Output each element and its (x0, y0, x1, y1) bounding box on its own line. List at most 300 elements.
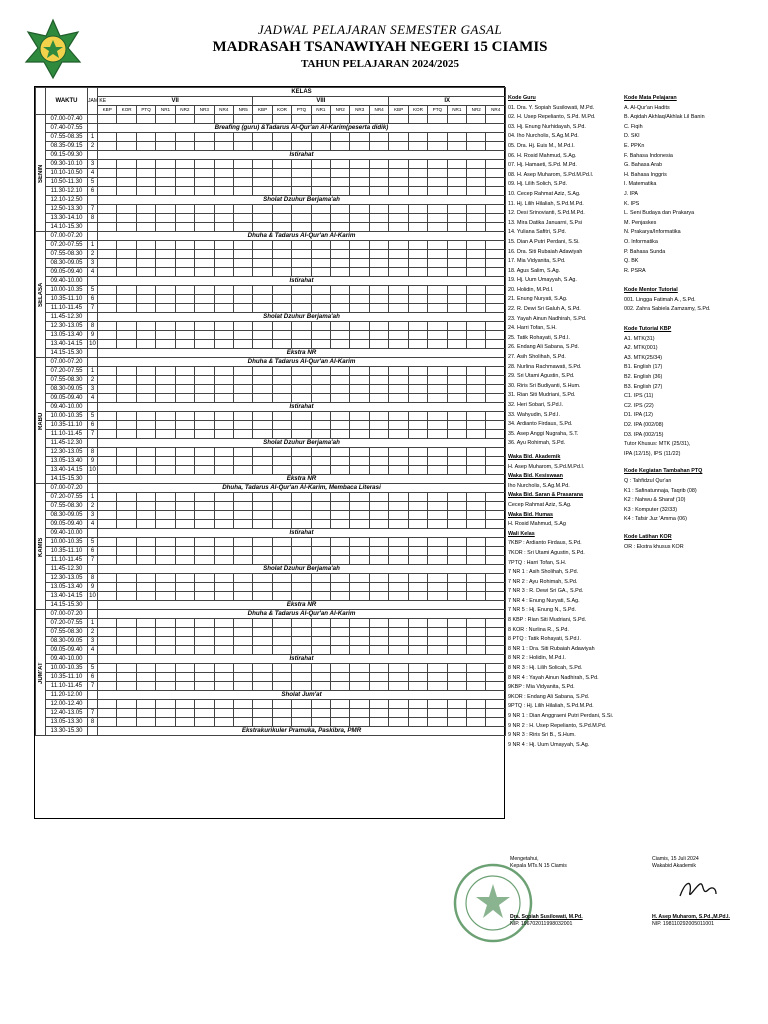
schedule-cell (311, 628, 330, 637)
schedule-cell (369, 268, 388, 277)
schedule-row (36, 727, 506, 736)
schedule-cell (408, 394, 427, 403)
activity-label: Istirahat (98, 277, 506, 286)
jam-ke: 10 (89, 467, 96, 473)
schedule-row (36, 196, 506, 205)
list-item: K4 : Tafsir Juz 'Amma (06) (624, 516, 687, 523)
schedule-cell (292, 700, 311, 709)
jam-ke: 5 (88, 664, 98, 673)
schedule-cell (428, 448, 447, 457)
schedule-cell (195, 421, 214, 430)
schedule-cell (156, 547, 175, 556)
time-slot: 10.50-11.30 (46, 178, 88, 187)
schedule-row (36, 367, 506, 376)
schedule-cell (136, 331, 155, 340)
list-item: 8 NR 2 : Holidin, M.Pd.I. (508, 655, 566, 662)
schedule-row (36, 205, 506, 214)
schedule-cell (331, 367, 350, 376)
schedule-row (36, 709, 506, 718)
schedule-cell (467, 133, 486, 142)
list-item: D. SKI (624, 133, 640, 140)
schedule-cell (292, 466, 311, 475)
schedule-cell (175, 493, 194, 502)
schedule-cell (408, 457, 427, 466)
schedule-cell (253, 142, 272, 151)
schedule-cell (272, 502, 291, 511)
list-item: 8 PTQ : Tatik Rohayati, S.Pd.I. (508, 636, 582, 643)
schedule-cell (117, 304, 136, 313)
list-item: 09. Hj. Lilih Solich, S.Pd. (508, 181, 568, 188)
class-col-header: PTQ (292, 106, 311, 115)
schedule-row (36, 223, 506, 232)
schedule-row (36, 682, 506, 691)
schedule-cell (369, 259, 388, 268)
schedule-cell (331, 394, 350, 403)
schedule-cell (272, 448, 291, 457)
schedule-cell (253, 412, 272, 421)
schedule-cell (175, 214, 194, 223)
schedule-cell (292, 322, 311, 331)
jam-ke (88, 124, 98, 133)
schedule-cell (408, 583, 427, 592)
schedule-cell (175, 115, 194, 124)
schedule-cell (233, 637, 252, 646)
schedule-cell (447, 502, 466, 511)
waka-sarana-title: Waka Bid. Saran & Prasarana (508, 492, 584, 499)
schedule-cell (389, 718, 408, 727)
schedule-cell (156, 205, 175, 214)
time-slot: 13.40-14.15 (46, 466, 88, 475)
schedule-cell (428, 421, 447, 430)
schedule-cell (156, 241, 175, 250)
schedule-cell (467, 583, 486, 592)
schedule-cell (350, 367, 369, 376)
schedule-cell (175, 574, 194, 583)
schedule-cell (175, 340, 194, 349)
schedule-cell (369, 133, 388, 142)
schedule-cell (331, 430, 350, 439)
schedule-cell (311, 700, 330, 709)
schedule-row (36, 358, 506, 367)
schedule-cell (311, 619, 330, 628)
schedule-cell (486, 421, 506, 430)
activity-label: Istirahat (98, 529, 506, 538)
jam-ke (88, 403, 98, 412)
schedule-cell (350, 133, 369, 142)
schedule-cell (311, 448, 330, 457)
schedule-cell (369, 592, 388, 601)
schedule-cell (156, 628, 175, 637)
schedule-cell (447, 223, 466, 232)
schedule-cell (175, 430, 194, 439)
schedule-cell (350, 466, 369, 475)
schedule-cell (233, 718, 252, 727)
list-item: 30. Riris Sri Budiyanti, S.Hum. (508, 382, 581, 389)
schedule-cell (117, 385, 136, 394)
schedule-cell (428, 412, 447, 421)
schedule-cell (253, 592, 272, 601)
time-slot: 11.10-11.45 (46, 304, 88, 313)
schedule-cell (389, 547, 408, 556)
schedule-cell (350, 286, 369, 295)
schedule-cell (98, 178, 117, 187)
schedule-cell (467, 718, 486, 727)
schedule-cell (428, 133, 447, 142)
list-item: B1. English (17) (624, 364, 663, 371)
class-col-header: NR4 (486, 106, 506, 115)
list-item: C1. IPS (11) (624, 393, 654, 400)
schedule-cell (195, 628, 214, 637)
schedule-cell (331, 178, 350, 187)
schedule-cell (408, 133, 427, 142)
list-item: 23. Yayah Ainun Nadhirah, S.Pd. (508, 315, 587, 322)
schedule-cell (156, 457, 175, 466)
schedule-cell (195, 376, 214, 385)
schedule-cell (136, 448, 155, 457)
list-item: 03. Hj. Enung Nurhidayah, S.Pd. (508, 123, 586, 130)
schedule-cell (136, 673, 155, 682)
list-item: 17. Mia Vidyanita, S.Pd. (508, 258, 566, 265)
schedule-cell (156, 394, 175, 403)
schedule-cell (253, 466, 272, 475)
list-item: 10. Cecep Rahmat Aziz, S.Ag. (508, 190, 581, 197)
schedule-cell (156, 340, 175, 349)
activity-label: Breafing (guru) &Tadarus Al-Qur'an Al-Karim(peserta didik) (98, 124, 506, 133)
time-slot: 07.55-08.30 (46, 628, 88, 637)
list-item: 18. Agus Salim, S.Ag. (508, 267, 561, 274)
schedule-cell (214, 646, 233, 655)
list-item: 14. Yuliana Safitri, S.Pd. (508, 229, 567, 236)
schedule-cell (311, 664, 330, 673)
schedule-cell (233, 178, 252, 187)
schedule-cell (350, 493, 369, 502)
schedule-cell (467, 205, 486, 214)
schedule-cell (369, 664, 388, 673)
jam-ke (88, 529, 98, 538)
schedule-cell (292, 583, 311, 592)
schedule-row (36, 268, 506, 277)
schedule-cell (408, 619, 427, 628)
schedule-cell (331, 205, 350, 214)
schedule-cell (272, 538, 291, 547)
schedule-cell (253, 574, 272, 583)
schedule-cell (389, 340, 408, 349)
time-slot: 11.45-12.30 (46, 439, 88, 448)
schedule-cell (292, 709, 311, 718)
schedule-cell (428, 322, 447, 331)
schedule-cell (233, 502, 252, 511)
list-item: B3. English (27) (624, 383, 663, 390)
schedule-cell (350, 583, 369, 592)
schedule-cell (175, 466, 194, 475)
schedule-row (36, 619, 506, 628)
schedule-cell (272, 574, 291, 583)
jam-ke: 5 (88, 178, 98, 187)
schedule-cell (175, 331, 194, 340)
schedule-cell (253, 304, 272, 313)
schedule-cell (136, 178, 155, 187)
schedule-cell (389, 214, 408, 223)
schedule-cell (350, 547, 369, 556)
jam-ke: 8 (88, 448, 98, 457)
schedule-cell (467, 394, 486, 403)
schedule-cell (175, 628, 194, 637)
schedule-row (36, 718, 506, 727)
schedule-cell (389, 304, 408, 313)
schedule-cell (428, 214, 447, 223)
class-col-header: KOR (272, 106, 291, 115)
schedule-cell (195, 583, 214, 592)
schedule-cell (486, 322, 506, 331)
schedule-cell (350, 394, 369, 403)
schedule-cell (117, 142, 136, 151)
schedule-cell (311, 169, 330, 178)
schedule-cell (350, 205, 369, 214)
schedule-cell (292, 304, 311, 313)
schedule-cell (195, 322, 214, 331)
schedule-cell (175, 448, 194, 457)
time-slot: 14.15-15.30 (46, 349, 88, 358)
list-item: 05. Dra. Hj. Euis M., M.Pd.I. (508, 142, 575, 149)
schedule-cell (195, 295, 214, 304)
schedule-cell (98, 628, 117, 637)
schedule-cell (408, 187, 427, 196)
time-slot: 07.00-07.20 (46, 610, 88, 619)
schedule-cell (311, 142, 330, 151)
schedule-cell (233, 223, 252, 232)
schedule-cell (233, 547, 252, 556)
time-slot: 10.35-11.10 (46, 673, 88, 682)
schedule-cell (214, 169, 233, 178)
schedule-cell (117, 394, 136, 403)
schedule-cell (408, 646, 427, 655)
schedule-cell (428, 511, 447, 520)
list-item: D2. IPA (002/08) (624, 422, 664, 428)
schedule-cell (486, 187, 506, 196)
schedule-cell (117, 376, 136, 385)
schedule-cell (156, 115, 175, 124)
schedule-cell (350, 664, 369, 673)
schedule-cell (175, 268, 194, 277)
schedule-cell (175, 583, 194, 592)
schedule-cell (447, 619, 466, 628)
schedule-cell (389, 412, 408, 421)
list-item: 02. H. Usep Repelianto, S.Pd. M.Pd. (508, 114, 596, 121)
schedule-cell (292, 619, 311, 628)
schedule-row (36, 565, 506, 574)
schedule-cell (486, 547, 506, 556)
schedule-cell (214, 637, 233, 646)
schedule-cell (428, 385, 447, 394)
schedule-row (36, 700, 506, 709)
schedule-cell (331, 160, 350, 169)
schedule-cell (175, 718, 194, 727)
tutorial-title: Kode Tutorial KBP (624, 326, 672, 333)
schedule-cell (136, 619, 155, 628)
schedule-row (36, 169, 506, 178)
schedule-cell (98, 331, 117, 340)
schedule-cell (292, 223, 311, 232)
activity-label: Sholat Dzuhur Berjama'ah (98, 196, 506, 205)
schedule-cell (350, 178, 369, 187)
schedule-cell (136, 322, 155, 331)
schedule-cell (136, 268, 155, 277)
list-item: 8 NR 1 : Dra. Siti Rubaiah Adawiyah (508, 645, 595, 652)
schedule-cell (272, 394, 291, 403)
schedule-cell (253, 367, 272, 376)
schedule-cell (389, 574, 408, 583)
schedule-cell (292, 160, 311, 169)
schedule-cell (428, 592, 447, 601)
list-item: 19. Hj. Uum Umayyah, S.Ag. (508, 277, 577, 284)
schedule-cell (331, 646, 350, 655)
schedule-cell (214, 493, 233, 502)
class-col-header: NR2 (467, 106, 486, 115)
schedule-cell (428, 259, 447, 268)
schedule-cell (408, 628, 427, 637)
schedule-cell (156, 259, 175, 268)
list-item: K2 : Nahwu & Sharaf (10) (624, 497, 686, 504)
waka-humas-title: Waka Bid. Humas (508, 511, 554, 518)
time-slot: 11.10-11.45 (46, 682, 88, 691)
schedule-cell (428, 142, 447, 151)
schedule-cell (253, 583, 272, 592)
activity-label: Dhuha & Tadarus Al-Qur'an Al-Karim (98, 358, 506, 367)
schedule-cell (331, 466, 350, 475)
schedule-cell (408, 592, 427, 601)
schedule-cell (389, 142, 408, 151)
schedule-cell (195, 115, 214, 124)
schedule-cell (253, 682, 272, 691)
schedule-cell (428, 394, 447, 403)
schedule-cell (447, 367, 466, 376)
list-item: 9KOR : Endang Ali Sabana, S.Pd. (508, 693, 590, 700)
schedule-cell (175, 619, 194, 628)
schedule-cell (311, 259, 330, 268)
schedule-cell (486, 412, 506, 421)
schedule-cell (253, 241, 272, 250)
schedule-cell (214, 115, 233, 124)
schedule-row (36, 457, 506, 466)
schedule-cell (389, 682, 408, 691)
sign-left-l1: Mengetahui, (510, 856, 539, 862)
schedule-cell (175, 502, 194, 511)
schedule-cell (195, 502, 214, 511)
schedule-cell (195, 637, 214, 646)
schedule-row (36, 214, 506, 223)
schedule-cell (117, 241, 136, 250)
schedule-cell (136, 304, 155, 313)
jam-ke: 9 (88, 457, 98, 466)
list-item: A1. MTK(31) (624, 335, 655, 342)
schedule-cell (389, 592, 408, 601)
schedule-cell (117, 592, 136, 601)
schedule-cell (350, 457, 369, 466)
schedule-cell (331, 664, 350, 673)
schedule-cell (408, 259, 427, 268)
schedule-cell (136, 430, 155, 439)
schedule-cell (214, 133, 233, 142)
schedule-cell (136, 169, 155, 178)
schedule-cell (408, 493, 427, 502)
title-year: TAHUN PELAJARAN 2024/2025 (300, 58, 460, 70)
schedule-row (36, 538, 506, 547)
schedule-cell (156, 295, 175, 304)
time-slot: 09.05-09.40 (46, 646, 88, 655)
time-slot: 12.10-12.50 (46, 196, 88, 205)
schedule-cell (272, 466, 291, 475)
schedule-cell (175, 682, 194, 691)
schedule-cell (369, 682, 388, 691)
mentor-list (624, 296, 764, 315)
jam-ke: 8 (88, 718, 98, 727)
schedule-cell (408, 223, 427, 232)
schedule-cell (117, 178, 136, 187)
schedule-cell (467, 547, 486, 556)
schedule-cell (369, 466, 388, 475)
schedule-cell (486, 673, 506, 682)
schedule-cell (136, 466, 155, 475)
schedule-cell (389, 367, 408, 376)
schedule-cell (486, 286, 506, 295)
schedule-cell (117, 493, 136, 502)
schedule-row (36, 511, 506, 520)
schedule-cell (136, 394, 155, 403)
schedule-cell (195, 547, 214, 556)
schedule-cell (214, 376, 233, 385)
schedule-cell (292, 718, 311, 727)
schedule-cell (408, 664, 427, 673)
schedule-cell (311, 223, 330, 232)
list-item: 24. Harri Tofan, S.H. (508, 325, 557, 332)
schedule-row (36, 655, 506, 664)
schedule-cell (214, 367, 233, 376)
schedule-cell (447, 457, 466, 466)
activity-label: Ekstrakurikuler Pramuka, Paskibra, PMR (98, 727, 506, 736)
schedule-cell (117, 430, 136, 439)
schedule-cell (447, 493, 466, 502)
jam-ke (88, 727, 98, 736)
schedule-cell (214, 295, 233, 304)
schedule-cell (117, 466, 136, 475)
schedule-cell (195, 142, 214, 151)
schedule-cell (408, 538, 427, 547)
schedule-cell (98, 466, 117, 475)
schedule-cell (331, 322, 350, 331)
list-item: 9 NR 2 : H. Usep Repelianto, S.Pd.M.Pd. (508, 722, 607, 729)
schedule-cell (117, 619, 136, 628)
schedule-cell (214, 286, 233, 295)
time-slot: 07.55-08.30 (46, 250, 88, 259)
list-item: 29. Sri Utami Agustin, S.Pd. (508, 373, 575, 380)
time-slot: 11.45-12.30 (46, 313, 88, 322)
schedule-cell (156, 133, 175, 142)
list-item: 31. Rian Siti Mudriani, S.Pd. (508, 392, 576, 399)
schedule-cell (175, 556, 194, 565)
schedule-cell (136, 547, 155, 556)
schedule-cell (350, 637, 369, 646)
jam-ke: 8 (88, 574, 98, 583)
schedule-cell (156, 214, 175, 223)
jam-ke: 8 (88, 322, 98, 331)
schedule-cell (272, 421, 291, 430)
schedule-cell (467, 322, 486, 331)
jam-ke (88, 565, 98, 574)
jam-ke: 5 (88, 286, 98, 295)
schedule-cell (233, 286, 252, 295)
time-slot: 13.05-13.40 (46, 457, 88, 466)
schedule-cell (292, 592, 311, 601)
